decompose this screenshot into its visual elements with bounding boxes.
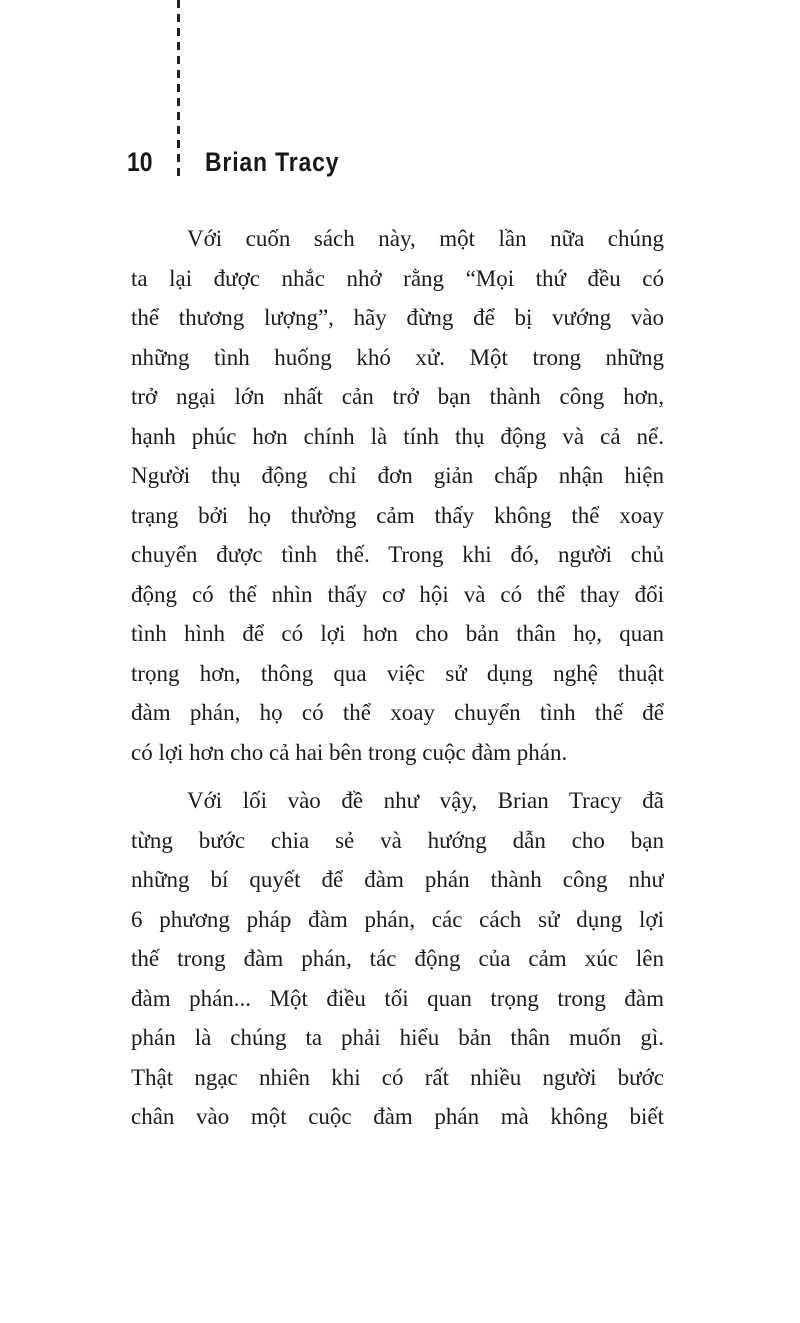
header-dotted-rule [177, 0, 180, 179]
paragraph [131, 781, 664, 1137]
text-line: thế trong đàm phán, tác động của cảm xúc lên [131, 946, 664, 971]
text-line: đàm phán, họ có thể xoay chuyển tình thế để [131, 700, 664, 725]
text-line: động có thể nhìn thấy cơ hội và có thể thay đổi [131, 581, 664, 607]
running-header-author: Brian Tracy [205, 147, 340, 177]
text-line: trở ngại lớn nhất cản trở bạn thành công hơn, [131, 384, 664, 409]
text-line: đàm phán... Một điều tối quan trọng trong đàm [131, 985, 664, 1011]
text-line: trọng hơn, thông qua việc sử dụng nghệ thuật [131, 660, 664, 686]
text-line: thể thương lượng”, hãy đừng để bị vướng vào [131, 305, 664, 330]
text-line: Thật ngạc nhiên khi có rất nhiều người bước [131, 1064, 664, 1090]
text-line: từng bước chia sẻ và hướng dẫn cho bạn [131, 827, 664, 853]
text-line: 6 phương pháp đàm phán, các cách sử dụng lợi [131, 906, 664, 932]
text-line: có lợi hơn cho cả hai bên trong cuộc đàm phán. [131, 739, 568, 765]
text-line: ta lại được nhắc nhở rằng “Mọi thứ đều có [131, 265, 664, 291]
text-line: Với lối vào đề như vậy, Brian Tracy đã [187, 788, 664, 813]
text-line: tình hình để có lợi hơn cho bản thân họ, quan [131, 621, 664, 646]
text-line: chuyển được tình thế. Trong khi đó, người chủ [131, 542, 664, 567]
page-number: 10 [127, 147, 153, 177]
text-line: chân vào một cuộc đàm phán mà không biết [131, 1104, 664, 1129]
text-line: trạng bởi họ thường cảm thấy không thể xoay [131, 502, 664, 528]
text-line: hạnh phúc hơn chính là tính thụ động và cả nể. [131, 423, 664, 449]
text-line: những tình huống khó xử. Một trong những [131, 344, 664, 370]
text-line: Với cuốn sách này, một lần nữa chúng [187, 226, 664, 251]
text-line: những bí quyết để đàm phán thành công như [131, 867, 664, 892]
paragraph [131, 219, 664, 772]
body-text [131, 219, 664, 1137]
text-line: Người thụ động chỉ đơn giản chấp nhận hiện [131, 463, 664, 488]
text-line: phán là chúng ta phải hiểu bản thân muốn gì. [131, 1025, 664, 1050]
